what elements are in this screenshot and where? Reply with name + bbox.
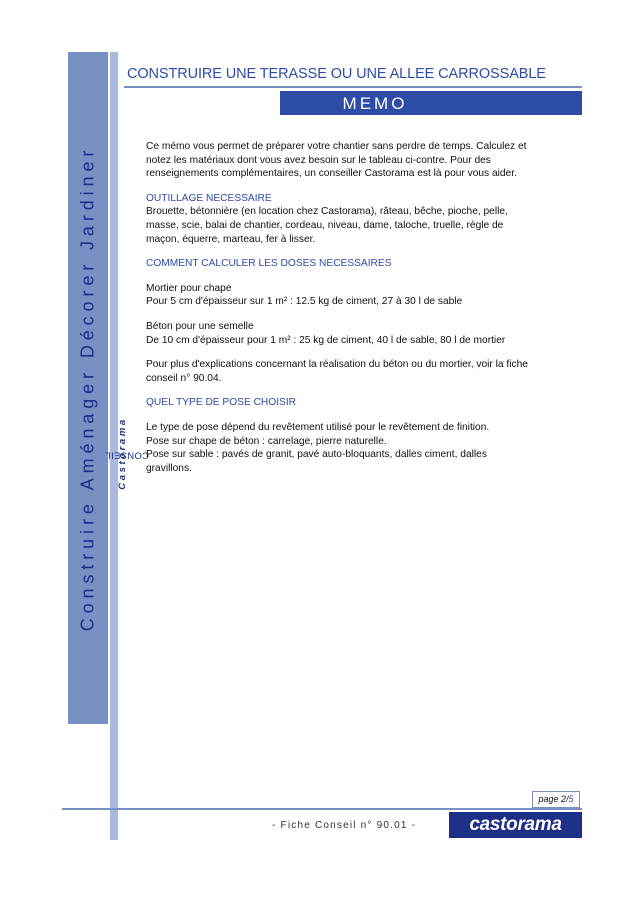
pose-paragraph (146, 421, 566, 475)
footer-divider (62, 808, 582, 810)
memo-content (146, 140, 566, 486)
header-divider (124, 86, 582, 88)
page-label: page 2/ (538, 794, 569, 804)
beton-detail: De 10 cm d'épaisseur pour 1 m² : 25 kg de ciment, 40 l de sable, 80 l de mortier (146, 334, 506, 346)
conseil-prefix: CONSEIL (105, 449, 150, 461)
pose-line: Pose sur chape de béton : carrelage, pierre naturelle. (146, 435, 387, 447)
beton-paragraph (146, 320, 566, 347)
pose-heading: QUEL TYPE DE POSE CHOISIR (146, 397, 297, 409)
intro-line: Ce mémo vous permet de préparer votre chantier sans perdre de temps. Calculez et (146, 141, 527, 152)
page-title: CONSTRUIRE UNE TERASSE OU UNE ALLEE CARROSSABLE (127, 66, 546, 82)
conseil-castorama (105, 417, 150, 493)
vertical-title-wrapper (68, 52, 108, 724)
castorama-logo-text: castorama (469, 814, 562, 835)
fiche-conseil-label: - Fiche Conseil n° 90.01 - (272, 820, 417, 831)
doses-heading: COMMENT CALCULER LES DOSES NECESSAIRES (146, 258, 392, 270)
memo-label: MEMO (342, 94, 408, 113)
conseil-brand: Castorama (117, 417, 129, 490)
castorama-logo (449, 812, 582, 838)
explications-line: Pour plus d'explications concernant la réalisation du béton ou du mortier, voir la fiche (146, 359, 528, 371)
pose-line: gravillons. (146, 462, 192, 474)
beton-title: Béton pour une semelle (146, 320, 254, 332)
mortier-title: Mortier pour chape (146, 282, 232, 294)
outillage-line: masse, scie, balai de chantier, cordeau, niveau, dame, taloche, truelle, règle de (146, 219, 504, 231)
outillage-heading: OUTILLAGE NECESSAIRE (146, 192, 272, 204)
page-total: 5 (568, 794, 574, 804)
pose-line: Le type de pose dépend du revêtement utilisé pour le revêtement de finition. (146, 421, 490, 433)
outillage-line: maçon, équerre, marteau, fer à lisser. (146, 233, 316, 245)
outillage-paragraph (146, 205, 566, 246)
mortier-paragraph (146, 282, 566, 309)
explications-line: conseil n° 90.04. (146, 372, 222, 384)
intro-line: notez les matériaux dont vous avez besoin sur le tableau ci-contre. Pour des (146, 154, 491, 166)
page-number (532, 791, 580, 808)
pose-line: Pose sur sable : pavés de granit, pavé auto-bloquants, dalles ciment, dalles (146, 449, 487, 461)
outillage-line: Brouette, bétonnière (en location chez Castorama), râteau, bêche, pioche, pelle, (146, 206, 508, 218)
mortier-detail: Pour 5 cm d'épaisseur sur 1 m² : 12.5 kg de ciment, 27 à 30 l de sable (146, 296, 463, 308)
conseil-castorama-wrapper (105, 380, 150, 530)
intro-line: renseignements complémentaires, un conseiller Castorama est là pour vous aider. (146, 168, 517, 180)
explications-paragraph (146, 358, 566, 385)
intro-paragraph (146, 140, 566, 181)
vertical-title: Construire Aménager Décorer Jardiner (77, 145, 98, 631)
